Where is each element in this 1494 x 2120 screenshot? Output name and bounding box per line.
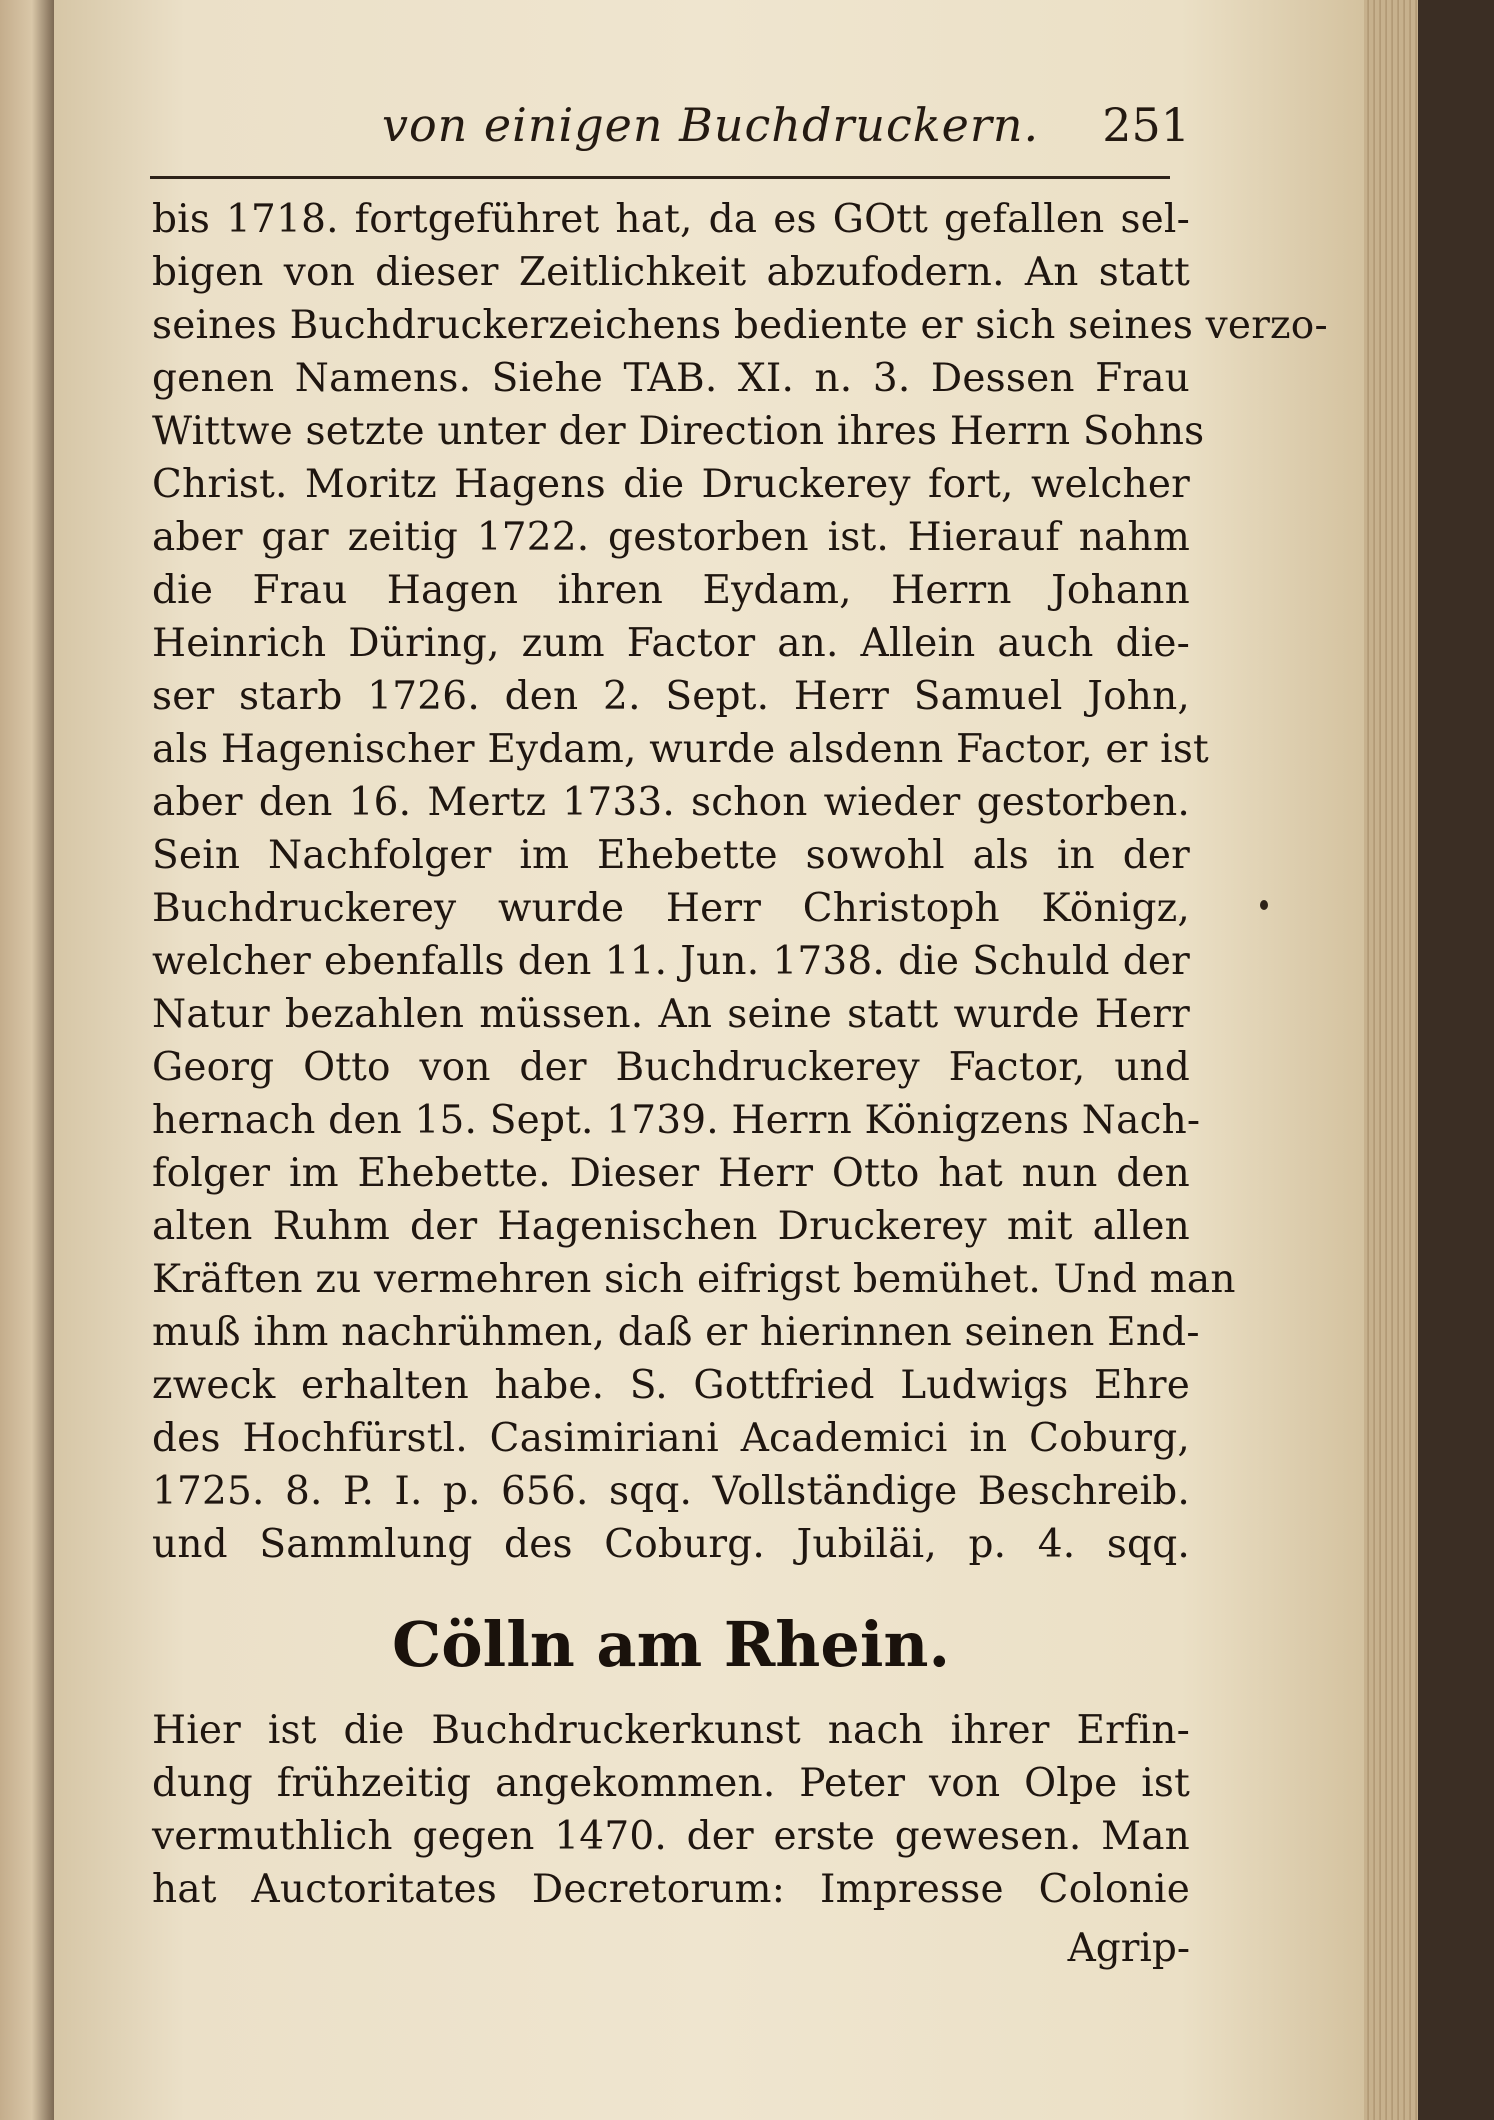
text-line: aber den 16. Mertz 1733. schon wieder gestorben. <box>152 780 1190 825</box>
text-line: zweck erhalten habe. S. Gottfried Ludwigs Ehre <box>152 1363 1190 1408</box>
text-line: Christ. Moritz Hagens die Druckerey fort, welcher <box>152 462 1190 507</box>
header-rule <box>150 176 1170 179</box>
text-line: aber gar zeitig 1722. gestorben ist. Hierauf nahm <box>152 515 1190 560</box>
text-line: bigen von dieser Zeitlichkeit abzufodern. An statt <box>152 250 1190 295</box>
text-line: Hier ist die Buchdruckerkunst nach ihrer Erfin- <box>152 1708 1190 1753</box>
paragraph-1 <box>152 193 1328 1571</box>
text-line: muß ihm nachrühmen, daß er hierinnen seinen End- <box>152 1310 1200 1355</box>
text-line: Wittwe setzte unter der Direction ihres Herrn Sohns <box>152 409 1205 454</box>
text-line: Sein Nachfolger im Ehebette sowohl als in der <box>152 833 1190 878</box>
page-stack-edge <box>1364 0 1418 2120</box>
text-line: bis 1718. fortgeführet hat, da es GOtt gefallen sel- <box>152 197 1190 242</box>
section-heading: Cölln am Rhein. <box>391 1608 951 1681</box>
text-line: und Sammlung des Coburg. Jubiläi, p. 4. sqq. <box>152 1522 1190 1567</box>
running-head: von einigen Buchdruckern. <box>382 98 1040 152</box>
text-line: folger im Ehebette. Dieser Herr Otto hat nun den <box>152 1151 1190 1196</box>
text-line: Kräften zu vermehren sich eifrigst bemühet. Und man <box>152 1257 1236 1302</box>
text-line: hat Auctoritates Decretorum: Impresse Colonie <box>152 1867 1190 1912</box>
background <box>1418 0 1494 2120</box>
text-line: Heinrich Düring, zum Factor an. Allein auch die- <box>152 621 1190 666</box>
text-line: welcher ebenfalls den 11. Jun. 1738. die Schuld der <box>152 939 1190 984</box>
text-line: 1725. 8. P. I. p. 656. sqq. Vollständige Beschreib. <box>152 1469 1190 1514</box>
page-header <box>150 98 1190 168</box>
text-line: Georg Otto von der Buchdruckerey Factor, und <box>152 1045 1190 1090</box>
text-line: vermuthlich gegen 1470. der erste gewesen. Man <box>152 1814 1190 1859</box>
paragraph-2 <box>152 1704 1190 1916</box>
text-line: ser starb 1726. den 2. Sept. Herr Samuel John, <box>152 674 1190 719</box>
text-line: als Hagenischer Eydam, wurde alsdenn Factor, er ist <box>152 727 1209 772</box>
text-line: die Frau Hagen ihren Eydam, Herrn Johann <box>152 568 1190 613</box>
text-line: des Hochfürstl. Casimiriani Academici in Coburg, <box>152 1416 1190 1461</box>
previous-page-edge <box>0 0 58 2120</box>
catchword: Agrip- <box>1067 1926 1190 1971</box>
text-line: genen Namens. Siehe TAB. XI. n. 3. Dessen Frau <box>152 356 1190 401</box>
text-line: Buchdruckerey wurde Herr Christoph Königz, <box>152 886 1190 931</box>
text-line: dung frühzeitig angekommen. Peter von Olpe ist <box>152 1761 1190 1806</box>
text-line: Natur bezahlen müssen. An seine statt wurde Herr <box>152 992 1190 1037</box>
page-number: 251 <box>1102 98 1190 152</box>
text-line: seines Buchdruckerzeichens bediente er sich seines verzo- <box>152 303 1328 348</box>
text-line: hernach den 15. Sept. 1739. Herrn Königzens Nach- <box>152 1098 1201 1143</box>
text-line: alten Ruhm der Hagenischen Druckerey mit allen <box>152 1204 1190 1249</box>
ink-speck <box>1260 900 1268 910</box>
